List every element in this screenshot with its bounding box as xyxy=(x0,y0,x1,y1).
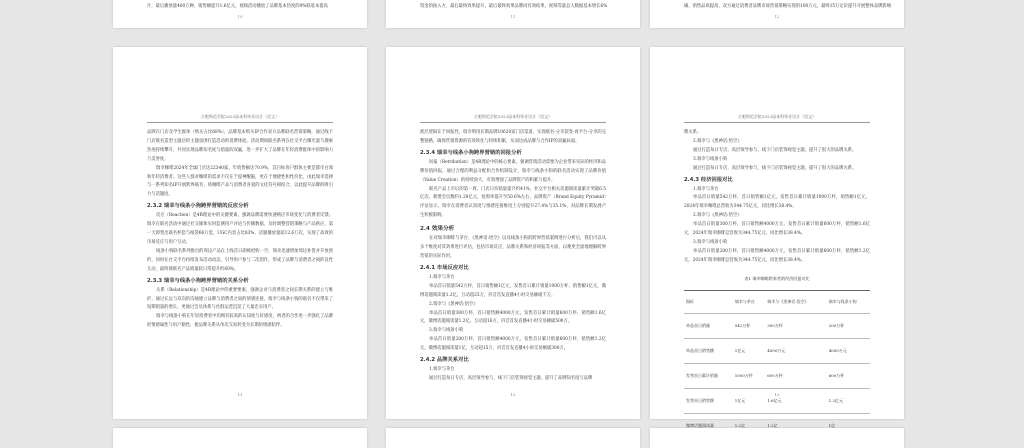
list-item-title: 2.瑞幸与《黑神话:悟空》 xyxy=(429,301,478,307)
paragraph: 单品首日销量200万杯，首日销售额4000万元，发售首日累计销量600万杯，销售额1.2亿元，2024年瑞幸咖啡总营收为344.75亿元，同比增长38.4%。 xyxy=(684,248,870,263)
document-page-12[interactable] xyxy=(386,47,640,419)
paragraph: 线条小狗联名系列推出的周边产品在上线首日即被抢购一空，瑞幸迅速增加周边补货并开放预约，同时在社交平台持续发布活动动态，引导用户参与二次创作，形成了品牌与消费者之间的良性互动，最终使联名产品销量较日常提升约60%。 xyxy=(147,248,333,272)
paragraph: 单品首日销量542万杯，首日销售额1亿元，发售首日累计销量1000万杯，销售额1亿元，2024年瑞幸咖啡总营收为344.75亿元，同比增长38.4%。 xyxy=(684,195,870,210)
table-caption: 表1 瑞幸咖啡跨界营销经济回报对比 xyxy=(744,275,810,281)
paragraph: 回报（Retribution）是4R理论中的核心要素，强调营销活动需要为企业带来实际的经济和品牌价值回报。通过合理的利益分配和合作机制设计，瑞幸与线条小狗的联名活动实现了品牌价值（Value Creation）的持续放大，有效增强了品牌资产的积累与提升。 xyxy=(420,159,606,183)
table-header-cell: 指标 xyxy=(684,290,733,313)
page-top-right xyxy=(650,0,904,28)
list-item-title: 1.瑞幸与茅台 xyxy=(429,274,455,280)
header-rule xyxy=(420,122,606,123)
page-bottom-mid xyxy=(386,428,640,448)
page-number: 11 xyxy=(237,392,243,397)
table-cell: 微博话题阅读量 xyxy=(684,413,733,438)
table-cell: 1.2亿元 xyxy=(827,388,870,413)
page-body xyxy=(420,129,606,384)
page-body xyxy=(147,129,333,331)
section-heading: 2.4.3 经济回报对比 xyxy=(684,176,733,183)
table-row xyxy=(684,363,870,388)
comparison-table xyxy=(684,290,870,439)
table-cell: 1亿 xyxy=(827,413,870,438)
page-header: 合肥师范学院2023届本科毕业设计（论文） xyxy=(200,114,280,119)
table-cell: 单品首日销售额 xyxy=(684,338,733,363)
paragraph: 瑞幸与线条小狗在年轻消费者中均拥有较高的认知度与好感度，两者的合作进一步强化了品牌的情感属性与用户黏性，使品牌关系从单次交易转变为长期的情感陪伴。 xyxy=(147,314,333,329)
document-page-13[interactable] xyxy=(650,47,904,428)
page-top-left xyxy=(113,0,367,28)
paragraph: 通过打造每日专店，高层领导参与，线下门店装饰视觉主题，提升了很大的品牌关系。 xyxy=(693,147,857,153)
paragraph: 联名产品上市后的第一周，门店日均销量提升约41%，社交平台相关话题阅读量累计突破6.5亿次，新增会员数约1.29亿元，复购率提升至50.6%左右，品牌资产（Brand Equity Pyramid）评估显示，瑞幸在消费者认知度与情感连接维度上分别提升27.4%与35.1%，对品牌长期发展产生积极影响。 xyxy=(420,186,606,219)
section-heading: 2.3.3 瑞幸与线条小狗跨界营销的关系分析 xyxy=(147,277,249,284)
table-row xyxy=(684,338,870,363)
paragraph: 单品首日销量300万杯，首日销售额4000万元，发售首日累计销量600万杯，销售额1.6亿元，微博话题阅读量1.2亿，互动超16万，抖音首发直播4小时交易额破500万。 xyxy=(420,310,606,325)
document-page-11[interactable] xyxy=(113,47,367,419)
table-cell: 4000万元 xyxy=(827,338,870,363)
table-cell: 4000万元 xyxy=(765,338,826,363)
list-item-title: 3.瑞幸与线条小狗 xyxy=(429,328,464,334)
table-cell: 200万杯 xyxy=(827,313,870,338)
table-cell: 1000万杯 xyxy=(733,363,765,388)
paragraph: 单品首日销量200万杯，首日销售额4000万元，发售首日累计销量600万杯，销售额1.2亿元，微博话题阅读量1亿，互动超15万，抖音首发直播4小时交易额破300万。 xyxy=(420,337,606,352)
paragraph: 品牌在门店及学生群体（购买占比68%），品牌基本购买IP合作双方品牌联名营销策略，通过线下门店联名造型主题店的主题氛围打造活动的消费体验。活动期间联名系列在社交平台曝光量与搜索热度持续攀升，共同实现品牌知名度与销量的双赢，进一步扩大了品牌在年轻消费群体中的影响力与美誉度。 xyxy=(147,130,333,162)
section-heading: 2.4.1 市场反应对比 xyxy=(420,264,469,271)
table-header-row xyxy=(684,290,870,313)
table-cell: 300万杯 xyxy=(765,313,826,338)
page-number: 12 xyxy=(774,14,780,19)
list-item-title: 1.瑞幸与茅台 xyxy=(693,186,719,192)
list-item-title: 2.瑞幸与《黑神话:悟空》 xyxy=(693,213,742,219)
page-number: 13 xyxy=(774,392,780,397)
table-header-cell: 瑞幸与茅台 xyxy=(733,290,765,313)
table-cell: 600万杯 xyxy=(765,363,826,388)
list-item-title: 3.瑞幸与线条小狗 xyxy=(693,239,728,245)
list-item-title: 1.瑞幸与茅台 xyxy=(429,367,455,373)
table-cell: 542万杯 xyxy=(733,313,765,338)
page-text: 资金的接入方，最后最终效果提升，最后最终效果品牌同有效结果，视频等量总人数据基本增长6% xyxy=(420,4,608,9)
paragraph: 底层逻辑在于回报性，瑞幸利用长期品牌10620家门店渠道，实现联名-分享裂变-再平台-分享的完整链路，确保营销资源的有效转化与持续积累，从而达成品牌与合作IP的双赢局面。 xyxy=(420,130,606,144)
table-cell: 600万杯 xyxy=(827,363,870,388)
table-cell: 1.2亿 xyxy=(765,413,826,438)
paragraph: 通过打造每日专店，高层领导参与，线下门店装饰视觉主题，提升了品牌知名度与品牌 xyxy=(429,375,593,381)
section-heading: 2.3.2 瑞幸与线条小狗跨界营销的反应分析 xyxy=(147,203,249,210)
table-cell: 单品首日销量 xyxy=(684,313,733,338)
page-top-mid xyxy=(386,0,640,28)
list-item-title: 3.瑞幸与线条小狗 xyxy=(693,156,728,162)
page-bottom-right xyxy=(650,428,904,448)
page-number: 10 xyxy=(237,14,243,19)
page-number: 12 xyxy=(510,392,516,397)
table-cell: 发售首日销售额 xyxy=(684,388,733,413)
paragraph: 通过打造每日专店，高层领导参与，线下门店装饰视觉主题，提升了很大的品牌关系。 xyxy=(693,165,857,171)
list-item-title: 2.瑞幸与《黑神话:悟空》 xyxy=(693,138,742,144)
page-number: 11 xyxy=(510,14,516,19)
paragraph: 在对瑞幸咖啡与茅台、《黑神话:悟空》以及线条小狗的跨界营销案例进行分析后，我们可以从多个维度对其效果进行评估，包括市场反应、品牌关系和经济回报等方面，以便更全面地理解跨界营销的实际作用。 xyxy=(420,236,606,259)
section-heading: 2.4.2 品牌关系对比 xyxy=(420,357,469,364)
table-row xyxy=(684,313,870,338)
paragraph: 瑞幸咖啡2024年全球门店达22340家，年销售额达70.9%，其目标客户群体主要是都市白领和年轻消费者。这些人群对咖啡的需求不仅在于提神醒脑，更在于便捷性和性价比，由此瑞幸选择与一系列知名IP开展跨界联名，将咖啡产品与消费者喜爱的文化符号相结合，以此提升品牌的吸引力与话题度。 xyxy=(147,165,333,198)
table-cell: 1亿元 xyxy=(733,338,765,363)
table-cell: 发售首日累计销量 xyxy=(684,363,733,388)
page-text: 确，销售品质提高，双方通过消费者品牌市场营销策略实现的100万元，最终15万定价提升开展整体品牌影响 xyxy=(684,4,892,9)
header-rule xyxy=(684,122,870,123)
page-bottom-left xyxy=(113,428,367,448)
page-header: 合肥师范学院2023届本科毕业设计（论文） xyxy=(473,114,553,119)
table-cell: 1亿元 xyxy=(733,388,765,413)
page-text: 片，最后播放量400万种，销售额提升1.6亿元。视频活动播放了品牌基本热度的9%联基本提高 xyxy=(147,4,328,9)
paragraph: 牌关系。 xyxy=(684,130,702,135)
table-header-cell: 瑞幸与《黑神话:悟空》 xyxy=(765,290,826,313)
header-rule xyxy=(147,122,333,123)
paragraph: 单品首日销量542万杯，首日销售额1亿元，发售首日累计销量1000万杯，销售额1亿元，微博话题阅读量1.2亿，互动超25万，抖音首发直播4小时交易额破千万。 xyxy=(420,283,606,298)
paragraph: 反应（Reaction）是4R理论中的关键要素，强调品牌需要快速响应市场变化与消费者反馈。瑞幸在联名活动中通过社交媒体实时监测用户评论与传播数据，及时调整营销策略与产品供应，第一天即售出联名杯套与纸袋66万套，UGC内容占比83%，话题播放量超12.6万次，实现了高效的市场反应与用户互动。 xyxy=(147,213,333,245)
paragraph: 关系（Relationship）是4R理论中的重要要素，强调企业与消费者之间长期关系的建立与维护。通过长远与双向的沟通建立品牌与消费者之间的情感连接，瑞幸与线条小狗的联名不仅带来了短期销量的增长，更通过会员体系与社群运营沉淀了大量忠实用户。 xyxy=(147,287,333,311)
table-header-cell: 瑞幸与线条小狗 xyxy=(827,290,870,313)
table-cell: 1.2亿 xyxy=(733,413,765,438)
section-heading: 2.4 效果分析 xyxy=(420,226,455,233)
page-header: 合肥师范学院2023届本科毕业设计（论文） xyxy=(737,114,817,119)
paragraph: 单品首日销量300万杯，首日销售额4000万元，发售首日累计销量600万杯，销售额1.6亿元，2024年瑞幸咖啡总营收为344.75亿元，同比增长38.4%。 xyxy=(684,222,870,237)
table-cell: 1.6亿元 xyxy=(765,388,826,413)
section-heading: 2.3.4 瑞幸与线条小狗跨界营销的回报分析 xyxy=(420,149,522,156)
